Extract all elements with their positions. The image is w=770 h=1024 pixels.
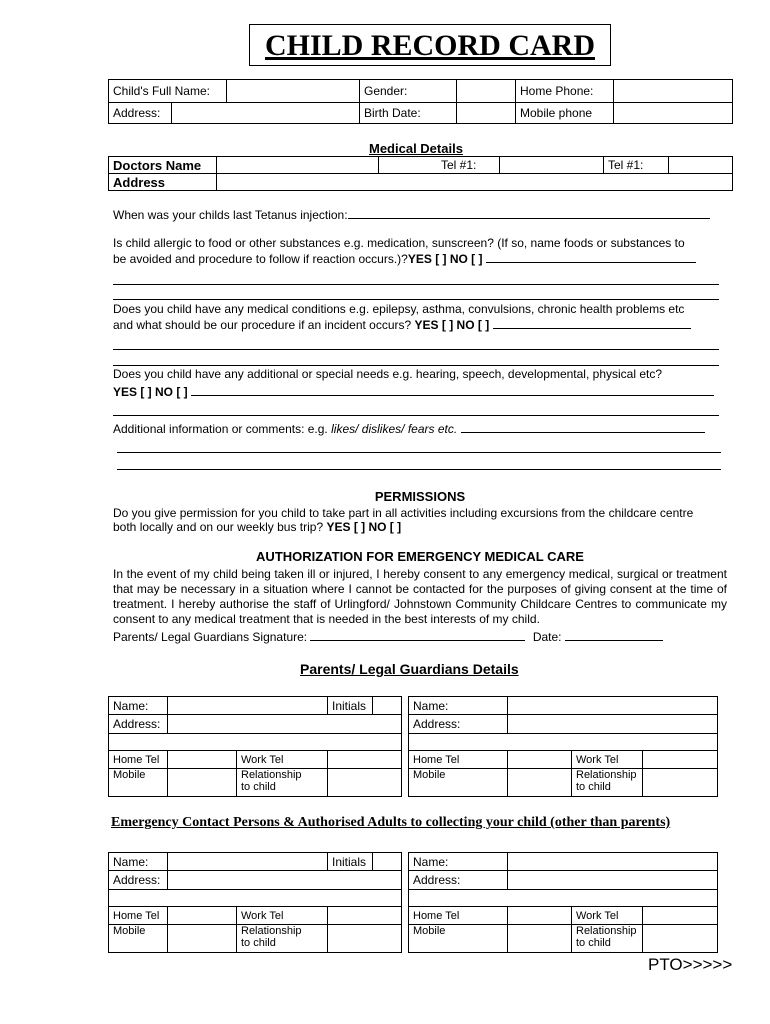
emergency2-home-tel-field[interactable] (508, 907, 572, 925)
parent1-work-tel-label: Work Tel (237, 751, 328, 769)
parent2-name-label: Name: (409, 697, 508, 715)
emergency2-name-label: Name: (409, 853, 508, 871)
additional-line-a[interactable] (117, 452, 721, 453)
signature-line: Parents/ Legal Guardians Signature: Date: (113, 629, 663, 645)
parent1-mobile-field[interactable] (168, 769, 237, 797)
emergency2-address-field[interactable] (508, 871, 718, 890)
additional-line-b[interactable] (117, 469, 721, 470)
full-name-field[interactable] (227, 80, 360, 103)
conditions-yesno: YES [ ] NO [ ] (414, 318, 490, 332)
parent1-address-field[interactable] (168, 715, 402, 734)
parent2-relationship-field[interactable] (643, 769, 718, 797)
tel-field-b[interactable] (669, 157, 733, 174)
doctors-name-label: Doctors Name (109, 157, 217, 174)
additional-answer-line[interactable] (461, 421, 705, 433)
parent1-address-field-2[interactable] (109, 734, 402, 751)
conditions-answer-line[interactable] (493, 317, 691, 329)
emergency1-initials-field[interactable] (373, 853, 402, 871)
parent1-initials-field[interactable] (373, 697, 402, 715)
permissions-line2: both locally and on our weekly bus trip? YES [ ] NO [ ] (113, 520, 402, 534)
full-name-label: Child's Full Name: (109, 80, 227, 103)
emergency1-address-field[interactable] (168, 871, 402, 890)
needs-answer-line[interactable] (191, 384, 714, 396)
authorization-text: In the event of my child being taken ill or injured, I hereby consent to any emergency medical, surgical or treatment that may be necessary in a situation where I cannot be contacted for the purposes of giving consent at the time of treatment. I hereby authorise the staff of Urlingford/ Johnstown Community Childcare Centres to communicate my consent to any medical treatment that is needed in the best interests of my child. (113, 567, 727, 626)
address-cell (109, 103, 360, 124)
permissions-heading: PERMISSIONS (374, 489, 466, 504)
parent1-name-field[interactable] (168, 697, 328, 715)
emergency2-work-tel-label: Work Tel (572, 907, 643, 925)
parent1-relationship-label: Relationship to child (237, 769, 328, 797)
parent2-home-tel-field[interactable] (508, 751, 572, 769)
allergy-line-b[interactable] (113, 299, 719, 300)
permissions-yesno: YES [ ] NO [ ] (326, 520, 402, 534)
home-phone-field[interactable] (614, 80, 733, 103)
allergy-yesno: YES [ ] NO [ ] (407, 252, 483, 266)
emergency2-name-field[interactable] (508, 853, 718, 871)
parent2-name-field[interactable] (508, 697, 718, 715)
authorization-heading: AUTHORIZATION FOR EMERGENCY MEDICAL CARE (256, 549, 584, 564)
tetanus-answer-line[interactable] (348, 207, 710, 219)
emergency2-work-tel-field[interactable] (643, 907, 718, 925)
parent2-work-tel-field[interactable] (643, 751, 718, 769)
parent2-address-label: Address: (409, 715, 508, 734)
needs-question-line1: Does you child have any additional or special needs e.g. hearing, speech, developmental, physical etc? (113, 367, 663, 381)
tel-label-b: Tel #1: (604, 157, 669, 174)
conditions-question-line2: and what should be our procedure if an incident occurs? YES [ ] NO [ ] (113, 317, 691, 333)
signature-field[interactable] (310, 629, 525, 641)
parent2-mobile-field[interactable] (508, 769, 572, 797)
conditions-line-a[interactable] (113, 349, 719, 350)
emergency2-address-field-2[interactable] (409, 890, 718, 907)
parents-heading: Parents/ Legal Guardians Details (300, 661, 519, 677)
gender-label: Gender: (360, 80, 457, 103)
mobile-label: Mobile phone (516, 103, 614, 124)
medical-heading: Medical Details (369, 141, 463, 156)
gender-field[interactable] (457, 80, 516, 103)
emergency2-relationship-label: Relationship to child (572, 925, 643, 953)
child-info-table (108, 79, 733, 124)
tel-label-a: Tel #1: (437, 157, 500, 174)
needs-yesno: YES [ ] NO [ ] (113, 385, 188, 399)
parent2-table (408, 696, 718, 797)
pto-label: PTO>>>>> (648, 955, 733, 974)
parent1-home-tel-label: Home Tel (109, 751, 168, 769)
emergency1-initials-label: Initials (328, 853, 373, 871)
parent2-mobile-label: Mobile (409, 769, 508, 797)
page-title: CHILD RECORD CARD (249, 24, 611, 66)
home-phone-label: Home Phone: (516, 80, 614, 103)
conditions-line-b[interactable] (113, 365, 719, 366)
needs-line-a[interactable] (113, 415, 719, 416)
tel-field-a[interactable] (500, 157, 604, 174)
emergency1-name-label: Name: (109, 853, 168, 871)
emergency2-home-tel-label: Home Tel (409, 907, 508, 925)
parent1-address-label: Address: (109, 715, 168, 734)
emergency1-relationship-field[interactable] (328, 925, 402, 953)
emergency1-work-tel-label: Work Tel (237, 907, 328, 925)
doctor-address-label: Address (109, 174, 217, 191)
emergency1-home-tel-field[interactable] (168, 907, 237, 925)
permissions-line1: Do you give permission for you child to take part in all activities including excursions from the childcare centre (113, 506, 694, 520)
emergency-heading: Emergency Contact Persons & Authorised Adults to collecting your child (other than parents) (111, 815, 671, 830)
doctors-name-field[interactable] (217, 157, 379, 174)
parent1-relationship-field[interactable] (328, 769, 402, 797)
emergency2-mobile-field[interactable] (508, 925, 572, 953)
emergency1-work-tel-field[interactable] (328, 907, 402, 925)
date-field[interactable] (565, 629, 663, 641)
parent1-name-label: Name: (109, 697, 168, 715)
parent2-address-field-2[interactable] (409, 734, 718, 751)
emergency1-relationship-label: Relationship to child (237, 925, 328, 953)
emergency2-table (408, 852, 718, 953)
parent2-work-tel-label: Work Tel (572, 751, 643, 769)
emergency1-address-field-2[interactable] (109, 890, 402, 907)
birth-date-field[interactable] (457, 103, 516, 124)
parent2-address-field[interactable] (508, 715, 718, 734)
emergency2-address-label: Address: (409, 871, 508, 890)
emergency1-mobile-label: Mobile (109, 925, 168, 953)
doctor-table (108, 156, 733, 191)
emergency2-mobile-label: Mobile (409, 925, 508, 953)
parent1-mobile-label: Mobile (109, 769, 168, 797)
doctor-address-field[interactable] (217, 174, 733, 191)
parent1-home-tel-field[interactable] (168, 751, 237, 769)
allergy-question-line1: Is child allergic to food or other substances e.g. medication, sunscreen? (If so, name foods or substances to (113, 236, 685, 250)
tetanus-question: When was your childs last Tetanus injection: (113, 207, 710, 223)
parent2-home-tel-label: Home Tel (409, 751, 508, 769)
allergy-answer-line[interactable] (486, 251, 696, 263)
needs-question-line2 (113, 384, 714, 400)
emergency2-relationship-field[interactable] (643, 925, 718, 953)
emergency1-table (108, 852, 402, 953)
additional-question: Additional information or comments: e.g. likes/ dislikes/ fears etc. (113, 421, 705, 437)
parent1-initials-label: Initials (328, 697, 373, 715)
emergency1-home-tel-label: Home Tel (109, 907, 168, 925)
conditions-question-line1: Does you child have any medical conditions e.g. epilepsy, asthma, convulsions, chronic health problems etc (113, 302, 685, 316)
emergency1-address-label: Address: (109, 871, 168, 890)
parent2-relationship-label: Relationship to child (572, 769, 643, 797)
mobile-field[interactable] (614, 103, 733, 124)
allergy-line-a[interactable] (113, 284, 719, 285)
parent1-table (108, 696, 402, 797)
emergency1-mobile-field[interactable] (168, 925, 237, 953)
emergency1-name-field[interactable] (168, 853, 328, 871)
birth-date-label: Birth Date: (360, 103, 457, 124)
allergy-question-line2: be avoided and procedure to follow if reaction occurs.)?YES [ ] NO [ ] (113, 251, 696, 267)
parent1-work-tel-field[interactable] (328, 751, 402, 769)
address-label: Address: (109, 103, 172, 123)
